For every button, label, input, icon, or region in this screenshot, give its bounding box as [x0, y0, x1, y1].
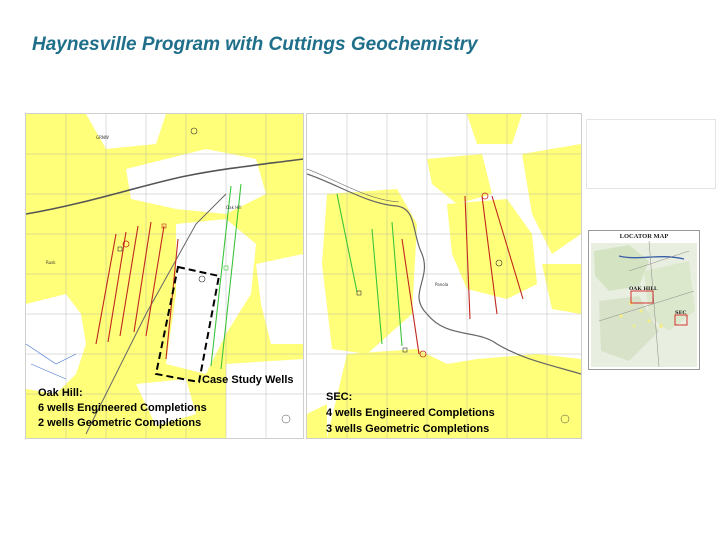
locator-sec-label: SEC	[675, 310, 687, 316]
locator-title: LOCATOR MAP	[619, 233, 669, 240]
sec-geometric-count: 3 wells Geometric Completions	[326, 423, 490, 435]
blank-placeholder-box	[586, 119, 716, 189]
oak-hill-heading: Oak Hill:	[38, 387, 83, 399]
oak-hill-engineered-count: 6 wells Engineered Completions	[38, 402, 207, 414]
locator-map-graphic	[589, 231, 699, 369]
oak-hill-geometric-count: 2 wells Geometric Completions	[38, 417, 202, 429]
slide-title: Haynesville Program with Cuttings Geochemistry	[32, 34, 478, 55]
sec-engineered-count: 4 wells Engineered Completions	[326, 407, 495, 419]
sec-heading: SEC:	[326, 391, 353, 403]
svg-text:GRNW: GRNW	[96, 135, 109, 140]
town-label: Panola	[435, 282, 449, 287]
locator-oak-hill-label: OAK HILL	[629, 286, 658, 292]
svg-text:Rusk: Rusk	[46, 260, 56, 265]
sec-map-graphic	[307, 114, 581, 438]
case-study-label: Case Study Wells	[202, 374, 294, 386]
svg-text:Oak Hill: Oak Hill	[226, 205, 242, 210]
locator-map	[588, 230, 700, 370]
